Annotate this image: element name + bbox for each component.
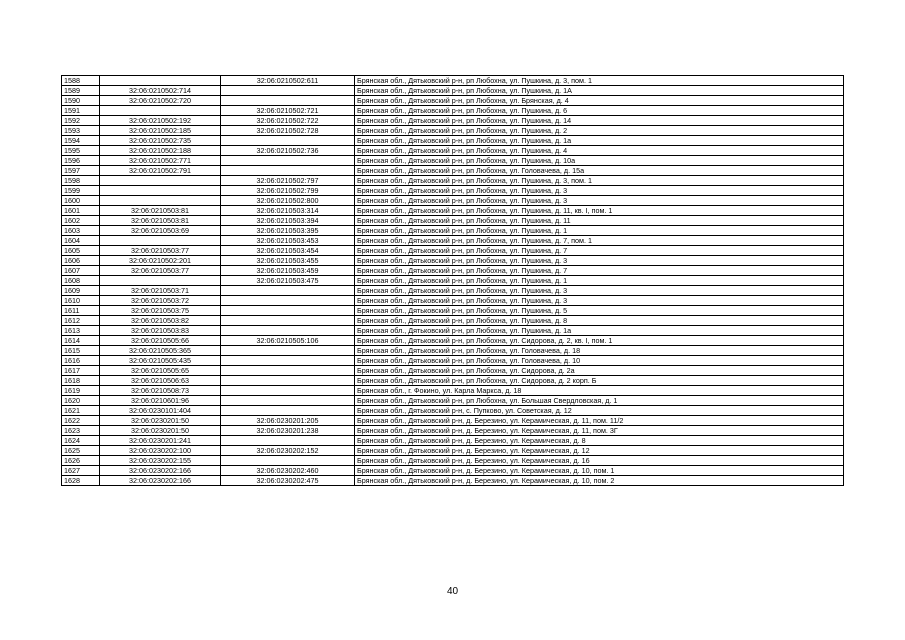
row-number-cell: 1610 (62, 296, 100, 306)
row-number-cell: 1614 (62, 336, 100, 346)
row-number-cell: 1628 (62, 476, 100, 486)
premises-cadastral-number-cell (221, 316, 355, 326)
address-cell: Брянская обл., Дятьковский р-н, рп Любохна, ул. Пушкина, д. 8 (355, 316, 844, 326)
table-row (62, 116, 844, 126)
table-row (62, 356, 844, 366)
cadastral-number-cell: 32:06:0210502:720 (100, 96, 221, 106)
cadastral-number-cell (100, 176, 221, 186)
address-cell: Брянская обл., Дятьковский р-н, рп Любохна, ул. Пушкина, д. 14 (355, 116, 844, 126)
address-cell: Брянская обл., Дятьковский р-н, рп Любохна, ул. Головачева, д. 18 (355, 346, 844, 356)
table-row (62, 106, 844, 116)
premises-cadastral-number-cell (221, 286, 355, 296)
table-row (62, 396, 844, 406)
cadastral-number-cell: 32:06:0210502:192 (100, 116, 221, 126)
cadastral-number-cell: 32:06:0210601:96 (100, 396, 221, 406)
table-row (62, 446, 844, 456)
premises-cadastral-number-cell (221, 356, 355, 366)
premises-cadastral-number-cell (221, 406, 355, 416)
address-cell: Брянская обл., Дятьковский р-н, рп Любохна, ул. Сидорова, д. 2 корп. Б (355, 376, 844, 386)
address-cell: Брянская обл., г. Фокино, ул. Карла Маркса, д. 18 (355, 386, 844, 396)
address-cell: Брянская обл., Дятьковский р-н, с. Пупково, ул. Советская, д. 12 (355, 406, 844, 416)
row-number-cell: 1626 (62, 456, 100, 466)
address-cell: Брянская обл., Дятьковский р-н, рп Любохна, ул. Пушкина, д. 11 (355, 216, 844, 226)
table-row (62, 126, 844, 136)
table-row (62, 296, 844, 306)
premises-cadastral-number-cell (221, 296, 355, 306)
address-cell: Брянская обл., Дятьковский р-н, рп Любохна, ул. Сидорова, д. 2а (355, 366, 844, 376)
row-number-cell: 1627 (62, 466, 100, 476)
table-row (62, 226, 844, 236)
premises-cadastral-number-cell: 32:06:0210502:799 (221, 186, 355, 196)
cadastral-number-cell: 32:06:0210503:82 (100, 316, 221, 326)
address-cell: Брянская обл., Дятьковский р-н, рп Любохна, ул. Пушкина, д. 3, пом. 1 (355, 76, 844, 86)
row-number-cell: 1623 (62, 426, 100, 436)
row-number-cell: 1603 (62, 226, 100, 236)
address-cell: Брянская обл., Дятьковский р-н, рп Любохна, ул. Пушкина, д. 1 (355, 276, 844, 286)
cadastral-number-cell: 32:06:0230201:50 (100, 416, 221, 426)
cadastral-number-cell: 32:06:0210502:185 (100, 126, 221, 136)
premises-cadastral-number-cell: 32:06:0230201:205 (221, 416, 355, 426)
address-cell: Брянская обл., Дятьковский р-н, рп Любохна, ул. Пушкина, д. 10а (355, 156, 844, 166)
address-cell: Брянская обл., Дятьковский р-н, рп Любохна, ул. Пушкина, д. 1а (355, 136, 844, 146)
table-row (62, 426, 844, 436)
cadastral-number-cell: 32:06:0210503:77 (100, 266, 221, 276)
row-number-cell: 1616 (62, 356, 100, 366)
address-cell: Брянская обл., Дятьковский р-н, рп Любохна, ул. Пушкина, д. 7, пом. 1 (355, 236, 844, 246)
address-cell: Брянская обл., Дятьковский р-н, рп Любохна, ул. Головачева, д. 15а (355, 166, 844, 176)
table-row (62, 176, 844, 186)
table-row (62, 156, 844, 166)
cadastral-number-cell: 32:06:0210502:735 (100, 136, 221, 146)
row-number-cell: 1600 (62, 196, 100, 206)
row-number-cell: 1607 (62, 266, 100, 276)
table-row (62, 166, 844, 176)
cadastral-number-cell: 32:06:0210503:77 (100, 246, 221, 256)
address-cell: Брянская обл., Дятьковский р-н, рп Любохна, ул. Головачева, д. 10 (355, 356, 844, 366)
table-row (62, 466, 844, 476)
cadastral-number-cell: 32:06:0210503:71 (100, 286, 221, 296)
table-row (62, 376, 844, 386)
row-number-cell: 1621 (62, 406, 100, 416)
cadastral-number-cell: 32:06:0210505:435 (100, 356, 221, 366)
table-row (62, 246, 844, 256)
address-cell: Брянская обл., Дятьковский р-н, рп Любохна, ул. Пушкина, д. 3 (355, 186, 844, 196)
row-number-cell: 1617 (62, 366, 100, 376)
row-number-cell: 1596 (62, 156, 100, 166)
premises-cadastral-number-cell: 32:06:0230202:475 (221, 476, 355, 486)
premises-cadastral-number-cell: 32:06:0210503:395 (221, 226, 355, 236)
cadastral-number-cell: 32:06:0230101:404 (100, 406, 221, 416)
cadastral-number-cell: 32:06:0210503:81 (100, 206, 221, 216)
cadastral-number-cell (100, 106, 221, 116)
cadastral-number-cell: 32:06:0210505:365 (100, 346, 221, 356)
premises-cadastral-number-cell: 32:06:0210503:475 (221, 276, 355, 286)
address-cell: Брянская обл., Дятьковский р-н, рп Любохна, ул. Большая Свердловская, д. 1 (355, 396, 844, 406)
premises-cadastral-number-cell (221, 306, 355, 316)
row-number-cell: 1605 (62, 246, 100, 256)
table-row (62, 286, 844, 296)
premises-cadastral-number-cell: 32:06:0210503:394 (221, 216, 355, 226)
row-number-cell: 1594 (62, 136, 100, 146)
table-row (62, 406, 844, 416)
row-number-cell: 1597 (62, 166, 100, 176)
cadastral-number-cell: 32:06:0210503:69 (100, 226, 221, 236)
cadastral-number-cell: 32:06:0210502:188 (100, 146, 221, 156)
row-number-cell: 1612 (62, 316, 100, 326)
cadastral-number-cell: 32:06:0210503:83 (100, 326, 221, 336)
cadastral-number-cell (100, 236, 221, 246)
address-cell: Брянская обл., Дятьковский р-н, д. Березино, ул. Керамическая, д. 10, пом. 1 (355, 466, 844, 476)
table-row (62, 186, 844, 196)
premises-cadastral-number-cell (221, 136, 355, 146)
row-number-cell: 1606 (62, 256, 100, 266)
row-number-cell: 1601 (62, 206, 100, 216)
premises-cadastral-number-cell: 32:06:0210502:797 (221, 176, 355, 186)
table-row (62, 196, 844, 206)
premises-cadastral-number-cell (221, 436, 355, 446)
cadastral-number-cell: 32:06:0230201:241 (100, 436, 221, 446)
property-register-table (61, 75, 844, 486)
cadastral-number-cell: 32:06:0230202:100 (100, 446, 221, 456)
premises-cadastral-number-cell: 32:06:0210502:800 (221, 196, 355, 206)
premises-cadastral-number-cell: 32:06:0210503:453 (221, 236, 355, 246)
row-number-cell: 1599 (62, 186, 100, 196)
premises-cadastral-number-cell: 32:06:0210503:454 (221, 246, 355, 256)
table-row (62, 326, 844, 336)
address-cell: Брянская обл., Дятьковский р-н, д. Березино, ул. Керамическая, д. 12 (355, 446, 844, 456)
premises-cadastral-number-cell (221, 396, 355, 406)
table-row (62, 276, 844, 286)
cadastral-number-cell: 32:06:0210503:72 (100, 296, 221, 306)
address-cell: Брянская обл., Дятьковский р-н, рп Любохна, ул. Пушкина, д. 3 (355, 286, 844, 296)
table-row (62, 216, 844, 226)
table-row (62, 436, 844, 446)
cadastral-number-cell (100, 186, 221, 196)
table-row (62, 386, 844, 396)
address-cell: Брянская обл., Дятьковский р-н, д. Березино, ул. Керамическая, д. 11, пом. 11/2 (355, 416, 844, 426)
address-cell: Брянская обл., Дятьковский р-н, рп Любохна, ул. Пушкина, д. 3 (355, 296, 844, 306)
cadastral-number-cell: 32:06:0230201:50 (100, 426, 221, 436)
row-number-cell: 1609 (62, 286, 100, 296)
premises-cadastral-number-cell: 32:06:0210502:611 (221, 76, 355, 86)
cadastral-number-cell (100, 276, 221, 286)
table-row (62, 266, 844, 276)
table-row (62, 346, 844, 356)
row-number-cell: 1595 (62, 146, 100, 156)
row-number-cell: 1591 (62, 106, 100, 116)
premises-cadastral-number-cell (221, 376, 355, 386)
table-row (62, 86, 844, 96)
address-cell: Брянская обл., Дятьковский р-н, рп Любохна, ул. Пушкина, д. 11, кв. I, пом. 1 (355, 206, 844, 216)
row-number-cell: 1618 (62, 376, 100, 386)
cadastral-number-cell: 32:06:0230202:155 (100, 456, 221, 466)
address-cell: Брянская обл., Дятьковский р-н, рп Любохна, ул. Брянская, д. 4 (355, 96, 844, 106)
row-number-cell: 1625 (62, 446, 100, 456)
page-number: 40 (446, 586, 459, 597)
table-row (62, 76, 844, 86)
table-row (62, 256, 844, 266)
premises-cadastral-number-cell: 32:06:0210502:722 (221, 116, 355, 126)
address-cell: Брянская обл., Дятьковский р-н, рп Любохна, ул. Пушкина, д. 5 (355, 306, 844, 316)
row-number-cell: 1620 (62, 396, 100, 406)
premises-cadastral-number-cell: 32:06:0210503:314 (221, 206, 355, 216)
table-row (62, 316, 844, 326)
row-number-cell: 1611 (62, 306, 100, 316)
row-number-cell: 1592 (62, 116, 100, 126)
premises-cadastral-number-cell: 32:06:0210502:736 (221, 146, 355, 156)
table-row (62, 366, 844, 376)
address-cell: Брянская обл., Дятьковский р-н, рп Любохна, ул. Пушкина, д. 7 (355, 246, 844, 256)
address-cell: Брянская обл., Дятьковский р-н, рп Любохна, ул. Пушкина, д. 1А (355, 86, 844, 96)
cadastral-number-cell: 32:06:0210505:66 (100, 336, 221, 346)
cadastral-number-cell (100, 76, 221, 86)
premises-cadastral-number-cell (221, 326, 355, 336)
row-number-cell: 1615 (62, 346, 100, 356)
address-cell: Брянская обл., Дятьковский р-н, рп Любохна, ул. Пушкина, д. 4 (355, 146, 844, 156)
table-row (62, 136, 844, 146)
row-number-cell: 1608 (62, 276, 100, 286)
address-cell: Брянская обл., Дятьковский р-н, рп Любохна, ул. Пушкина, д. 3 (355, 196, 844, 206)
table-row (62, 236, 844, 246)
table-row (62, 456, 844, 466)
row-number-cell: 1602 (62, 216, 100, 226)
premises-cadastral-number-cell: 32:06:0210505:106 (221, 336, 355, 346)
cadastral-number-cell: 32:06:0210502:201 (100, 256, 221, 266)
address-cell: Брянская обл., Дятьковский р-н, рп Любохна, ул. Пушкина, д. 2 (355, 126, 844, 136)
cadastral-number-cell: 32:06:0230202:166 (100, 476, 221, 486)
address-cell: Брянская обл., Дятьковский р-н, рп Любохна, ул. Сидорова, д. 2, кв. I, пом. 1 (355, 336, 844, 346)
table-row (62, 96, 844, 106)
premises-cadastral-number-cell (221, 346, 355, 356)
cadastral-number-cell: 32:06:0210503:75 (100, 306, 221, 316)
premises-cadastral-number-cell (221, 366, 355, 376)
cadastral-number-cell: 32:06:0210502:791 (100, 166, 221, 176)
premises-cadastral-number-cell: 32:06:0230202:152 (221, 446, 355, 456)
table-row (62, 476, 844, 486)
cadastral-number-cell: 32:06:0210506:63 (100, 376, 221, 386)
cadastral-number-cell (100, 196, 221, 206)
cadastral-number-cell: 32:06:0210505:65 (100, 366, 221, 376)
row-number-cell: 1589 (62, 86, 100, 96)
address-cell: Брянская обл., Дятьковский р-н, д. Березино, ул. Керамическая, д. 16 (355, 456, 844, 466)
premises-cadastral-number-cell: 32:06:0210503:455 (221, 256, 355, 266)
row-number-cell: 1598 (62, 176, 100, 186)
premises-cadastral-number-cell: 32:06:0230202:460 (221, 466, 355, 476)
cadastral-number-cell: 32:06:0210502:771 (100, 156, 221, 166)
row-number-cell: 1604 (62, 236, 100, 246)
premises-cadastral-number-cell: 32:06:0210502:721 (221, 106, 355, 116)
address-cell: Брянская обл., Дятьковский р-н, рп Любохна, ул. Пушкина, д. 3, пом. 1 (355, 176, 844, 186)
address-cell: Брянская обл., Дятьковский р-н, д. Березино, ул. Керамическая, д. 11, пом. 3Г (355, 426, 844, 436)
register-table-body (62, 76, 844, 486)
row-number-cell: 1624 (62, 436, 100, 446)
premises-cadastral-number-cell (221, 166, 355, 176)
table-row (62, 416, 844, 426)
cadastral-number-cell: 32:06:0230202:166 (100, 466, 221, 476)
row-number-cell: 1622 (62, 416, 100, 426)
address-cell: Брянская обл., Дятьковский р-н, д. Березино, ул. Керамическая, д. 8 (355, 436, 844, 446)
premises-cadastral-number-cell: 32:06:0210503:459 (221, 266, 355, 276)
table-row (62, 146, 844, 156)
cadastral-number-cell: 32:06:0210503:81 (100, 216, 221, 226)
table-row (62, 306, 844, 316)
address-cell: Брянская обл., Дятьковский р-н, рп Любохна, ул. Пушкина, д. 6 (355, 106, 844, 116)
row-number-cell: 1619 (62, 386, 100, 396)
premises-cadastral-number-cell (221, 86, 355, 96)
table-row (62, 206, 844, 216)
table-row (62, 336, 844, 346)
address-cell: Брянская обл., Дятьковский р-н, рп Любохна, ул. Пушкина, д. 7 (355, 266, 844, 276)
row-number-cell: 1613 (62, 326, 100, 336)
row-number-cell: 1588 (62, 76, 100, 86)
premises-cadastral-number-cell: 32:06:0230201:238 (221, 426, 355, 436)
cadastral-number-cell: 32:06:0210502:714 (100, 86, 221, 96)
premises-cadastral-number-cell (221, 456, 355, 466)
premises-cadastral-number-cell (221, 96, 355, 106)
premises-cadastral-number-cell (221, 156, 355, 166)
address-cell: Брянская обл., Дятьковский р-н, рп Любохна, ул. Пушкина, д. 1а (355, 326, 844, 336)
address-cell: Брянская обл., Дятьковский р-н, рп Любохна, ул. Пушкина, д. 1 (355, 226, 844, 236)
row-number-cell: 1590 (62, 96, 100, 106)
address-cell: Брянская обл., Дятьковский р-н, рп Любохна, ул. Пушкина, д. 3 (355, 256, 844, 266)
address-cell: Брянская обл., Дятьковский р-н, д. Березино, ул. Керамическая, д. 10, пом. 2 (355, 476, 844, 486)
cadastral-number-cell: 32:06:0210508:73 (100, 386, 221, 396)
premises-cadastral-number-cell (221, 386, 355, 396)
row-number-cell: 1593 (62, 126, 100, 136)
premises-cadastral-number-cell: 32:06:0210502:728 (221, 126, 355, 136)
